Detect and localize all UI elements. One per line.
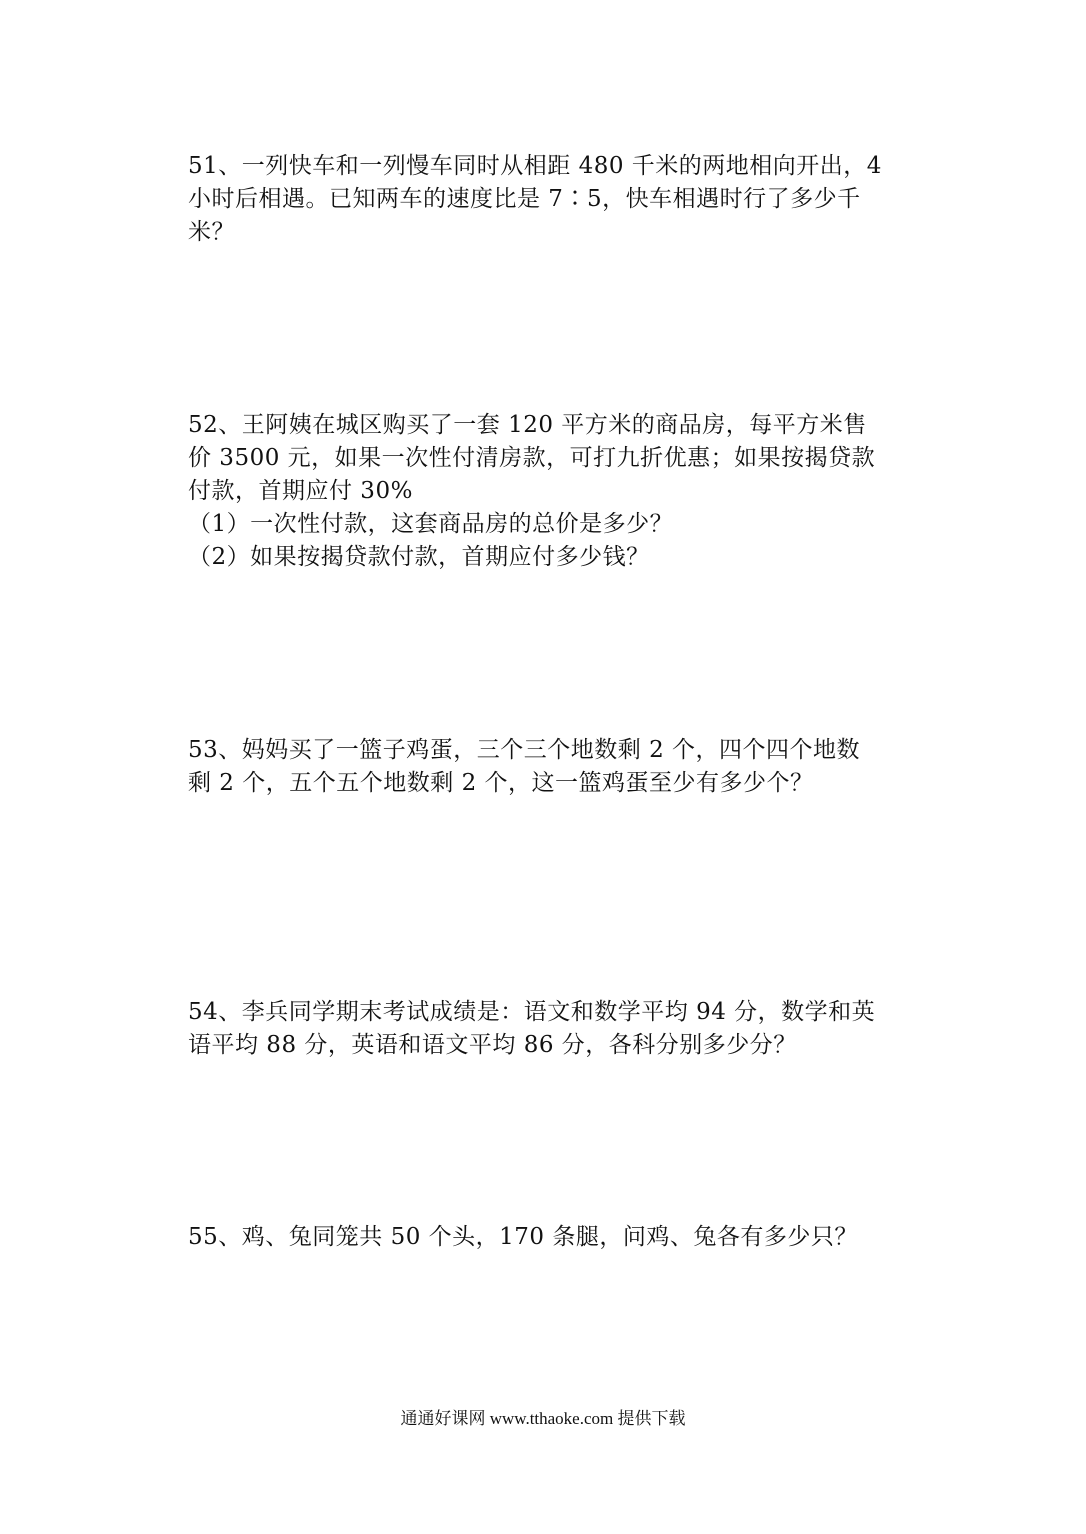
sub-question-1: （1）一次性付款，这套商品房的总价是多少？	[188, 511, 674, 537]
problem-53	[188, 734, 904, 800]
problem-text-line: 55、鸡、兔同笼共 50 个头，170 条腿，问鸡、兔各有多少只？	[188, 1224, 858, 1250]
problem-text-line: 剩 2 个，五个五个地数剩 2 个，这一篮鸡蛋至少有多少个？	[188, 770, 814, 796]
problem-54	[188, 996, 904, 1062]
problem-text-line: 价 3500 元，如果一次性付清房款，可打九折优惠；如果按揭贷款	[188, 445, 876, 471]
sub-question-2: （2）如果按揭贷款付款，首期应付多少钱？	[188, 544, 650, 570]
problem-text-line: 53、妈妈买了一篮子鸡蛋，三个三个地数剩 2 个，四个四个地数	[188, 737, 861, 763]
problem-text-line: 小时后相遇。已知两车的速度比是 7∶5，快车相遇时行了多少千	[188, 186, 861, 212]
problem-text-line: 付款，首期应付 30%	[188, 478, 413, 504]
problem-text-line: 54、李兵同学期末考试成绩是：语文和数学平均 94 分，数学和英	[188, 999, 876, 1025]
problem-text-line: 米？	[188, 219, 235, 245]
problem-text-line: 语平均 88 分，英语和语文平均 86 分，各科分别多少分？	[188, 1032, 797, 1058]
problem-55	[188, 1221, 904, 1254]
page-footer	[0, 1407, 1086, 1431]
problem-text-line: 52、王阿姨在城区购买了一套 120 平方米的商品房，每平方米售	[188, 412, 867, 438]
footer-text: 通通好课网 www.tthaoke.com 提供下载	[400, 1409, 686, 1428]
problem-text-line: 51、一列快车和一列慢车同时从相距 480 千米的两地相向开出，4	[188, 153, 882, 179]
problem-52	[188, 409, 904, 574]
problem-51	[188, 150, 904, 249]
